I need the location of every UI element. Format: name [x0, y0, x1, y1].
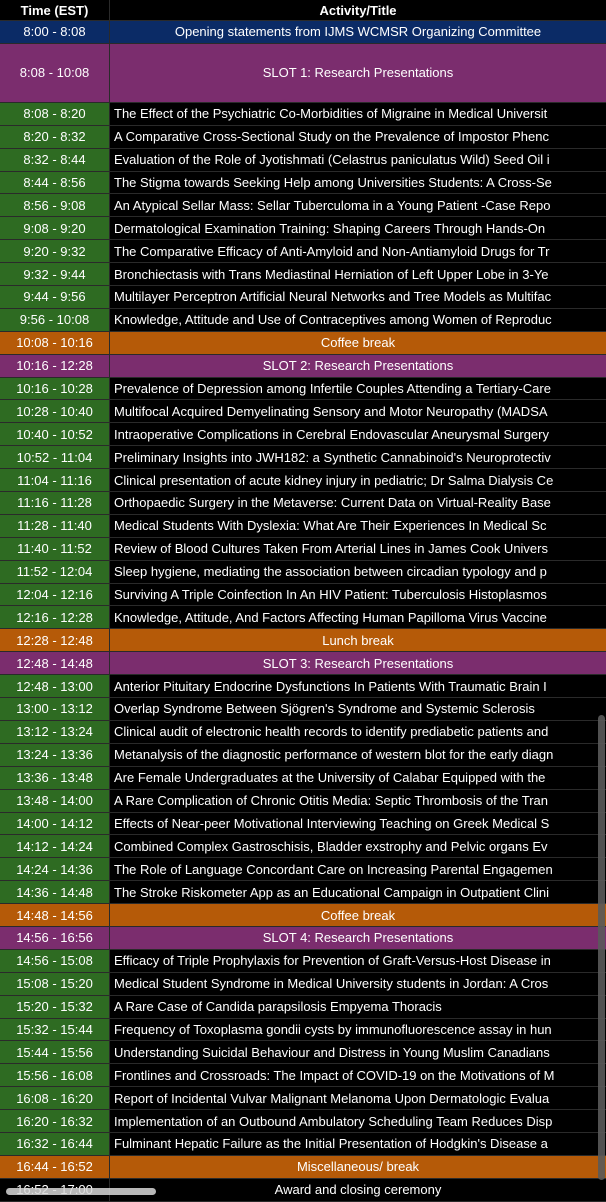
- schedule-row-pres[interactable]: [0, 698, 606, 721]
- title-cell[interactable]: Metanalysis of the diagnostic performance of western blot for the early diagn: [110, 744, 606, 766]
- title-cell[interactable]: Opening statements from IJMS WCMSR Organizing Committee: [110, 21, 606, 43]
- time-cell[interactable]: 14:00 - 14:12: [0, 813, 110, 835]
- schedule-row-pres[interactable]: [0, 1064, 606, 1087]
- schedule-row-pres[interactable]: [0, 400, 606, 423]
- schedule-row-break[interactable]: [0, 629, 606, 652]
- title-cell[interactable]: Preliminary Insights into JWH182: a Synthetic Cannabinoid's Neuroprotectiv: [110, 446, 606, 468]
- title-cell[interactable]: Medical Students With Dyslexia: What Are Their Experiences In Medical Sc: [110, 515, 606, 537]
- schedule-row-pres[interactable]: [0, 263, 606, 286]
- schedule-row-pres[interactable]: [0, 1133, 606, 1156]
- title-cell[interactable]: Review of Blood Cultures Taken From Arterial Lines in James Cook Univers: [110, 538, 606, 560]
- time-cell[interactable]: 8:56 - 9:08: [0, 194, 110, 216]
- time-cell[interactable]: 11:04 - 11:16: [0, 469, 110, 491]
- title-cell[interactable]: A Comparative Cross-Sectional Study on the Prevalence of Impostor Phenc: [110, 126, 606, 148]
- schedule-row-pres[interactable]: [0, 835, 606, 858]
- time-cell[interactable]: 15:44 - 15:56: [0, 1041, 110, 1063]
- title-cell[interactable]: Prevalence of Depression among Infertile Couples Attending a Tertiary-Care: [110, 378, 606, 400]
- title-cell[interactable]: The Stigma towards Seeking Help among Universities Students: A Cross-Se: [110, 172, 606, 194]
- schedule-row-pres[interactable]: [0, 286, 606, 309]
- title-cell[interactable]: A Rare Complication of Chronic Otitis Media: Septic Thrombosis of the Tran: [110, 790, 606, 812]
- time-cell[interactable]: 16:20 - 16:32: [0, 1110, 110, 1132]
- schedule-row-pres[interactable]: [0, 240, 606, 263]
- schedule-row-slot-thin[interactable]: [0, 652, 606, 675]
- schedule-row-pres[interactable]: [0, 606, 606, 629]
- title-cell[interactable]: The Effect of the Psychiatric Co-Morbidities of Migraine in Medical Universit: [110, 103, 606, 125]
- title-cell[interactable]: Surviving A Triple Coinfection In An HIV Patient: Tuberculosis Histoplasmos: [110, 584, 606, 606]
- title-cell[interactable]: Clinical presentation of acute kidney injury in pediatric; Dr Salma Dialysis Ce: [110, 469, 606, 491]
- time-cell[interactable]: 16:44 - 16:52: [0, 1156, 110, 1178]
- time-cell[interactable]: 14:36 - 14:48: [0, 881, 110, 903]
- schedule-rows: [0, 21, 606, 1202]
- title-cell[interactable]: Medical Student Syndrome in Medical University students in Jordan: A Cros: [110, 973, 606, 995]
- schedule-row-pres[interactable]: [0, 1041, 606, 1064]
- time-cell[interactable]: 14:56 - 15:08: [0, 950, 110, 972]
- schedule-row-pres[interactable]: [0, 423, 606, 446]
- title-cell[interactable]: SLOT 4: Research Presentations: [110, 927, 606, 949]
- time-cell[interactable]: 15:08 - 15:20: [0, 973, 110, 995]
- title-cell[interactable]: SLOT 3: Research Presentations: [110, 652, 606, 674]
- title-cell[interactable]: Coffee break: [110, 904, 606, 926]
- time-cell[interactable]: 10:16 - 10:28: [0, 378, 110, 400]
- title-cell[interactable]: Frontlines and Crossroads: The Impact of COVID-19 on the Motivations of M: [110, 1064, 606, 1086]
- schedule-row-pres[interactable]: [0, 584, 606, 607]
- time-cell[interactable]: 10:52 - 11:04: [0, 446, 110, 468]
- title-column-header: Activity/Title: [110, 0, 606, 20]
- title-cell[interactable]: Evaluation of the Role of Jyotishmati (Celastrus paniculatus Wild) Seed Oil i: [110, 149, 606, 171]
- time-cell[interactable]: 16:08 - 16:20: [0, 1087, 110, 1109]
- time-cell[interactable]: 12:16 - 12:28: [0, 606, 110, 628]
- title-cell[interactable]: Sleep hygiene, mediating the association between circadian typology and p: [110, 561, 606, 583]
- title-cell[interactable]: Overlap Syndrome Between Sjögren's Syndrome and Systemic Sclerosis: [110, 698, 606, 720]
- title-cell[interactable]: Coffee break: [110, 332, 606, 354]
- time-cell[interactable]: 11:52 - 12:04: [0, 561, 110, 583]
- title-cell[interactable]: SLOT 2: Research Presentations: [110, 355, 606, 377]
- time-cell[interactable]: 10:16 - 12:28: [0, 355, 110, 377]
- schedule-row-pres[interactable]: [0, 492, 606, 515]
- time-cell[interactable]: 8:08 - 8:20: [0, 103, 110, 125]
- schedule-row-pres[interactable]: [0, 881, 606, 904]
- time-cell[interactable]: 9:32 - 9:44: [0, 263, 110, 285]
- schedule-row-pres[interactable]: [0, 446, 606, 469]
- schedule-row-opening[interactable]: [0, 21, 606, 44]
- schedule-row-pres[interactable]: [0, 194, 606, 217]
- time-cell[interactable]: 11:40 - 11:52: [0, 538, 110, 560]
- title-cell[interactable]: Efficacy of Triple Prophylaxis for Prevention of Graft-Versus-Host Disease in: [110, 950, 606, 972]
- schedule-row-pres[interactable]: [0, 1019, 606, 1042]
- time-cell[interactable]: 12:04 - 12:16: [0, 584, 110, 606]
- schedule-row-slot-thin[interactable]: [0, 927, 606, 950]
- schedule-row-pres[interactable]: [0, 515, 606, 538]
- title-cell[interactable]: The Role of Language Concordant Care on Increasing Parental Engagemen: [110, 858, 606, 880]
- time-cell[interactable]: 15:20 - 15:32: [0, 996, 110, 1018]
- time-cell[interactable]: 9:56 - 10:08: [0, 309, 110, 331]
- schedule-row-pres[interactable]: [0, 1110, 606, 1133]
- title-cell[interactable]: Knowledge, Attitude and Use of Contraceptives among Women of Reproduc: [110, 309, 606, 331]
- schedule-row-pres[interactable]: [0, 996, 606, 1019]
- time-cell[interactable]: 12:48 - 13:00: [0, 675, 110, 697]
- time-cell[interactable]: 8:32 - 8:44: [0, 149, 110, 171]
- time-cell[interactable]: 10:08 - 10:16: [0, 332, 110, 354]
- schedule-row-pres[interactable]: [0, 675, 606, 698]
- time-cell[interactable]: 13:00 - 13:12: [0, 698, 110, 720]
- time-cell[interactable]: 16:32 - 16:44: [0, 1133, 110, 1155]
- time-cell[interactable]: 8:08 - 10:08: [0, 44, 110, 102]
- time-cell[interactable]: 9:08 - 9:20: [0, 217, 110, 239]
- time-cell[interactable]: 15:56 - 16:08: [0, 1064, 110, 1086]
- title-cell[interactable]: Effects of Near-peer Motivational Interviewing Teaching on Greek Medical S: [110, 813, 606, 835]
- schedule-row-slot-thin[interactable]: [0, 355, 606, 378]
- title-cell[interactable]: Multilayer Perceptron Artificial Neural Networks and Tree Models as Multifac: [110, 286, 606, 308]
- time-cell[interactable]: 8:00 - 8:08: [0, 21, 110, 43]
- time-cell[interactable]: 14:12 - 14:24: [0, 835, 110, 857]
- schedule-row-pres[interactable]: [0, 767, 606, 790]
- time-cell[interactable]: 14:48 - 14:56: [0, 904, 110, 926]
- title-cell[interactable]: Anterior Pituitary Endocrine Dysfunctions In Patients With Traumatic Brain I: [110, 675, 606, 697]
- title-cell[interactable]: An Atypical Sellar Mass: Sellar Tuberculoma in a Young Patient -Case Repo: [110, 194, 606, 216]
- title-cell[interactable]: The Comparative Efficacy of Anti-Amyloid and Non-Antiamyloid Drugs for Tr: [110, 240, 606, 262]
- time-cell[interactable]: 13:12 - 13:24: [0, 721, 110, 743]
- title-cell[interactable]: Understanding Suicidal Behaviour and Distress in Young Muslim Canadians: [110, 1041, 606, 1063]
- time-cell[interactable]: 9:44 - 9:56: [0, 286, 110, 308]
- schedule-row-pres[interactable]: [0, 217, 606, 240]
- vertical-scrollbar[interactable]: [598, 715, 605, 1180]
- time-cell[interactable]: 13:36 - 13:48: [0, 767, 110, 789]
- schedule-row-pres[interactable]: [0, 309, 606, 332]
- time-cell[interactable]: 13:48 - 14:00: [0, 790, 110, 812]
- schedule-row-pres[interactable]: [0, 950, 606, 973]
- time-cell[interactable]: 11:28 - 11:40: [0, 515, 110, 537]
- title-cell[interactable]: Implementation of an Outbound Ambulatory Scheduling Team Reduces Disp: [110, 1110, 606, 1132]
- header-row: [0, 0, 606, 21]
- schedule-row-pres[interactable]: [0, 126, 606, 149]
- time-cell[interactable]: 10:28 - 10:40: [0, 400, 110, 422]
- schedule-row-pres[interactable]: [0, 561, 606, 584]
- title-cell[interactable]: Are Female Undergraduates at the University of Calabar Equipped with the: [110, 767, 606, 789]
- time-column-header: Time (EST): [0, 0, 110, 20]
- title-cell[interactable]: Intraoperative Complications in Cerebral Endovascular Aneurysmal Surgery: [110, 423, 606, 445]
- title-cell[interactable]: Frequency of Toxoplasma gondii cysts by immunofluorescence assay in hun: [110, 1019, 606, 1041]
- time-cell[interactable]: 15:32 - 15:44: [0, 1019, 110, 1041]
- title-cell[interactable]: Bronchiectasis with Trans Mediastinal Herniation of Left Upper Lobe in 3-Ye: [110, 263, 606, 285]
- schedule-row-slot[interactable]: [0, 44, 606, 103]
- schedule-row-pres[interactable]: [0, 1087, 606, 1110]
- title-cell[interactable]: Combined Complex Gastroschisis, Bladder exstrophy and Pelvic organs Ev: [110, 835, 606, 857]
- title-cell[interactable]: Knowledge, Attitude, And Factors Affecting Human Papilloma Virus Vaccine: [110, 606, 606, 628]
- schedule-row-pres[interactable]: [0, 858, 606, 881]
- schedule-row-break[interactable]: [0, 1156, 606, 1179]
- title-cell[interactable]: The Stroke Riskometer App as an Educational Campaign in Outpatient Clini: [110, 881, 606, 903]
- time-cell[interactable]: 10:40 - 10:52: [0, 423, 110, 445]
- horizontal-scrollbar[interactable]: [6, 1188, 156, 1195]
- time-cell[interactable]: 13:24 - 13:36: [0, 744, 110, 766]
- time-cell[interactable]: 8:44 - 8:56: [0, 172, 110, 194]
- title-cell[interactable]: Award and closing ceremony: [110, 1179, 606, 1201]
- schedule-row-pres[interactable]: [0, 149, 606, 172]
- title-cell[interactable]: Miscellaneous/ break: [110, 1156, 606, 1178]
- time-cell[interactable]: 8:20 - 8:32: [0, 126, 110, 148]
- schedule-row-pres[interactable]: [0, 721, 606, 744]
- time-cell[interactable]: 12:48 - 14:48: [0, 652, 110, 674]
- title-cell[interactable]: Lunch break: [110, 629, 606, 651]
- title-cell[interactable]: Report of Incidental Vulvar Malignant Melanoma Upon Dermatologic Evalua: [110, 1087, 606, 1109]
- time-cell[interactable]: 9:20 - 9:32: [0, 240, 110, 262]
- schedule-row-pres[interactable]: [0, 469, 606, 492]
- schedule-row-pres[interactable]: [0, 103, 606, 126]
- schedule-row-pres[interactable]: [0, 790, 606, 813]
- time-cell[interactable]: 12:28 - 12:48: [0, 629, 110, 651]
- schedule-row-pres[interactable]: [0, 378, 606, 401]
- title-cell[interactable]: A Rare Case of Candida parapsilosis Empyema Thoracis: [110, 996, 606, 1018]
- time-cell[interactable]: 14:56 - 16:56: [0, 927, 110, 949]
- time-cell[interactable]: 11:16 - 11:28: [0, 492, 110, 514]
- schedule-row-pres[interactable]: [0, 813, 606, 836]
- title-cell[interactable]: Multifocal Acquired Demyelinating Sensory and Motor Neuropathy (MADSA: [110, 400, 606, 422]
- schedule-row-pres[interactable]: [0, 172, 606, 195]
- title-cell[interactable]: SLOT 1: Research Presentations: [110, 44, 606, 102]
- title-cell[interactable]: Clinical audit of electronic health records to identify prediabetic patients and: [110, 721, 606, 743]
- schedule-row-pres[interactable]: [0, 538, 606, 561]
- schedule-row-break[interactable]: [0, 332, 606, 355]
- schedule-row-pres[interactable]: [0, 973, 606, 996]
- schedule-row-pres[interactable]: [0, 744, 606, 767]
- schedule-row-break[interactable]: [0, 904, 606, 927]
- title-cell[interactable]: Fulminant Hepatic Failure as the Initial Presentation of Hodgkin's Disease a: [110, 1133, 606, 1155]
- title-cell[interactable]: Orthopaedic Surgery in the Metaverse: Current Data on Virtual-Reality Base: [110, 492, 606, 514]
- time-cell[interactable]: 14:24 - 14:36: [0, 858, 110, 880]
- title-cell[interactable]: Dermatological Examination Training: Shaping Careers Through Hands-On: [110, 217, 606, 239]
